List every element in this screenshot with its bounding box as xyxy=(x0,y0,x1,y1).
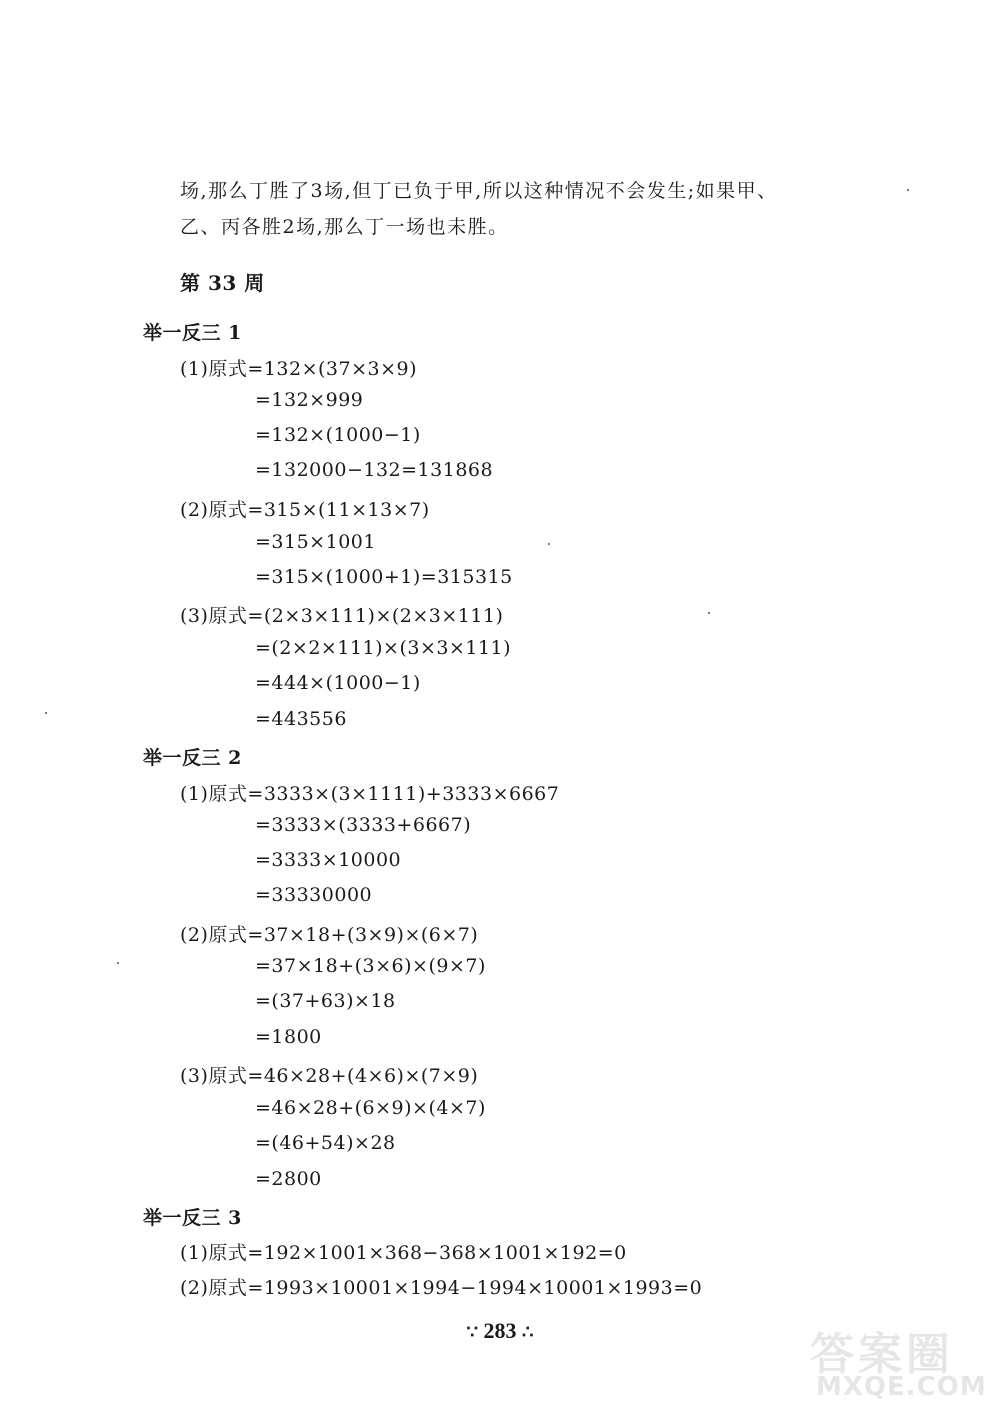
scan-speck xyxy=(708,612,710,614)
intro-line-1: 场,那么丁胜了3场,但丁已负于甲,所以这种情况不会发生;如果甲、 xyxy=(180,180,778,202)
solution-line: =132×999 xyxy=(255,389,364,411)
solution-line: =1800 xyxy=(255,1026,322,1048)
intro-line-2: 乙、丙各胜2场,那么丁一场也未胜。 xyxy=(180,216,509,238)
solution-line: (2)原式=1993×10001×1994−1994×10001×1993=0 xyxy=(180,1277,703,1299)
scan-speck xyxy=(548,543,550,545)
ornament-dots-left: ∵ xyxy=(466,1322,478,1342)
solution-line: =132×(1000−1) xyxy=(255,424,421,446)
solution-line: =443556 xyxy=(255,708,347,730)
solution-line: =33330000 xyxy=(255,884,373,906)
solution-line: =315×(1000+1)=315315 xyxy=(255,566,513,588)
section-title-1: 举一反三 1 xyxy=(143,322,242,344)
solution-line: =(37+63)×18 xyxy=(255,990,396,1012)
page-number-value: 283 xyxy=(483,1318,517,1343)
ornament-dots-right: ∴ xyxy=(522,1322,534,1342)
solution-line: =46×28+(6×9)×(4×7) xyxy=(255,1097,486,1119)
scan-speck xyxy=(117,962,119,964)
solution-line: (1)原式=192×1001×368−368×1001×192=0 xyxy=(180,1242,627,1264)
section-title-2: 举一反三 2 xyxy=(143,747,242,769)
site-watermark xyxy=(810,1318,990,1408)
solution-line: =3333×(3333+6667) xyxy=(255,814,472,836)
solution-line: (3)原式=(2×3×111)×(2×3×111) xyxy=(180,605,504,627)
solution-line: =3333×10000 xyxy=(255,849,402,871)
solution-line: =132000−132=131868 xyxy=(255,459,494,481)
solution-line: =444×(1000−1) xyxy=(255,672,421,694)
solution-line: (2)原式=37×18+(3×9)×(6×7) xyxy=(180,924,479,946)
scan-speck xyxy=(45,712,47,714)
watermark-logo-text: 答案圈 xyxy=(810,1329,954,1380)
solution-line: (1)原式=132×(37×3×9) xyxy=(180,358,418,380)
scan-speck xyxy=(907,189,909,191)
watermark-url: MXQE.COM xyxy=(816,1372,987,1402)
section-title-3: 举一反三 3 xyxy=(143,1207,242,1229)
solution-line: =(46+54)×28 xyxy=(255,1132,396,1154)
solution-line: =(2×2×111)×(3×3×111) xyxy=(255,637,512,659)
week-title: 第 33 周 xyxy=(180,271,265,295)
solution-line: (1)原式=3333×(3×1111)+3333×6667 xyxy=(180,783,560,805)
solution-line: =315×1001 xyxy=(255,531,376,553)
solution-line: (3)原式=46×28+(4×6)×(7×9) xyxy=(180,1065,479,1087)
solution-line: (2)原式=315×(11×13×7) xyxy=(180,499,430,521)
solution-line: =37×18+(3×6)×(9×7) xyxy=(255,955,486,977)
solution-line: =2800 xyxy=(255,1168,322,1190)
